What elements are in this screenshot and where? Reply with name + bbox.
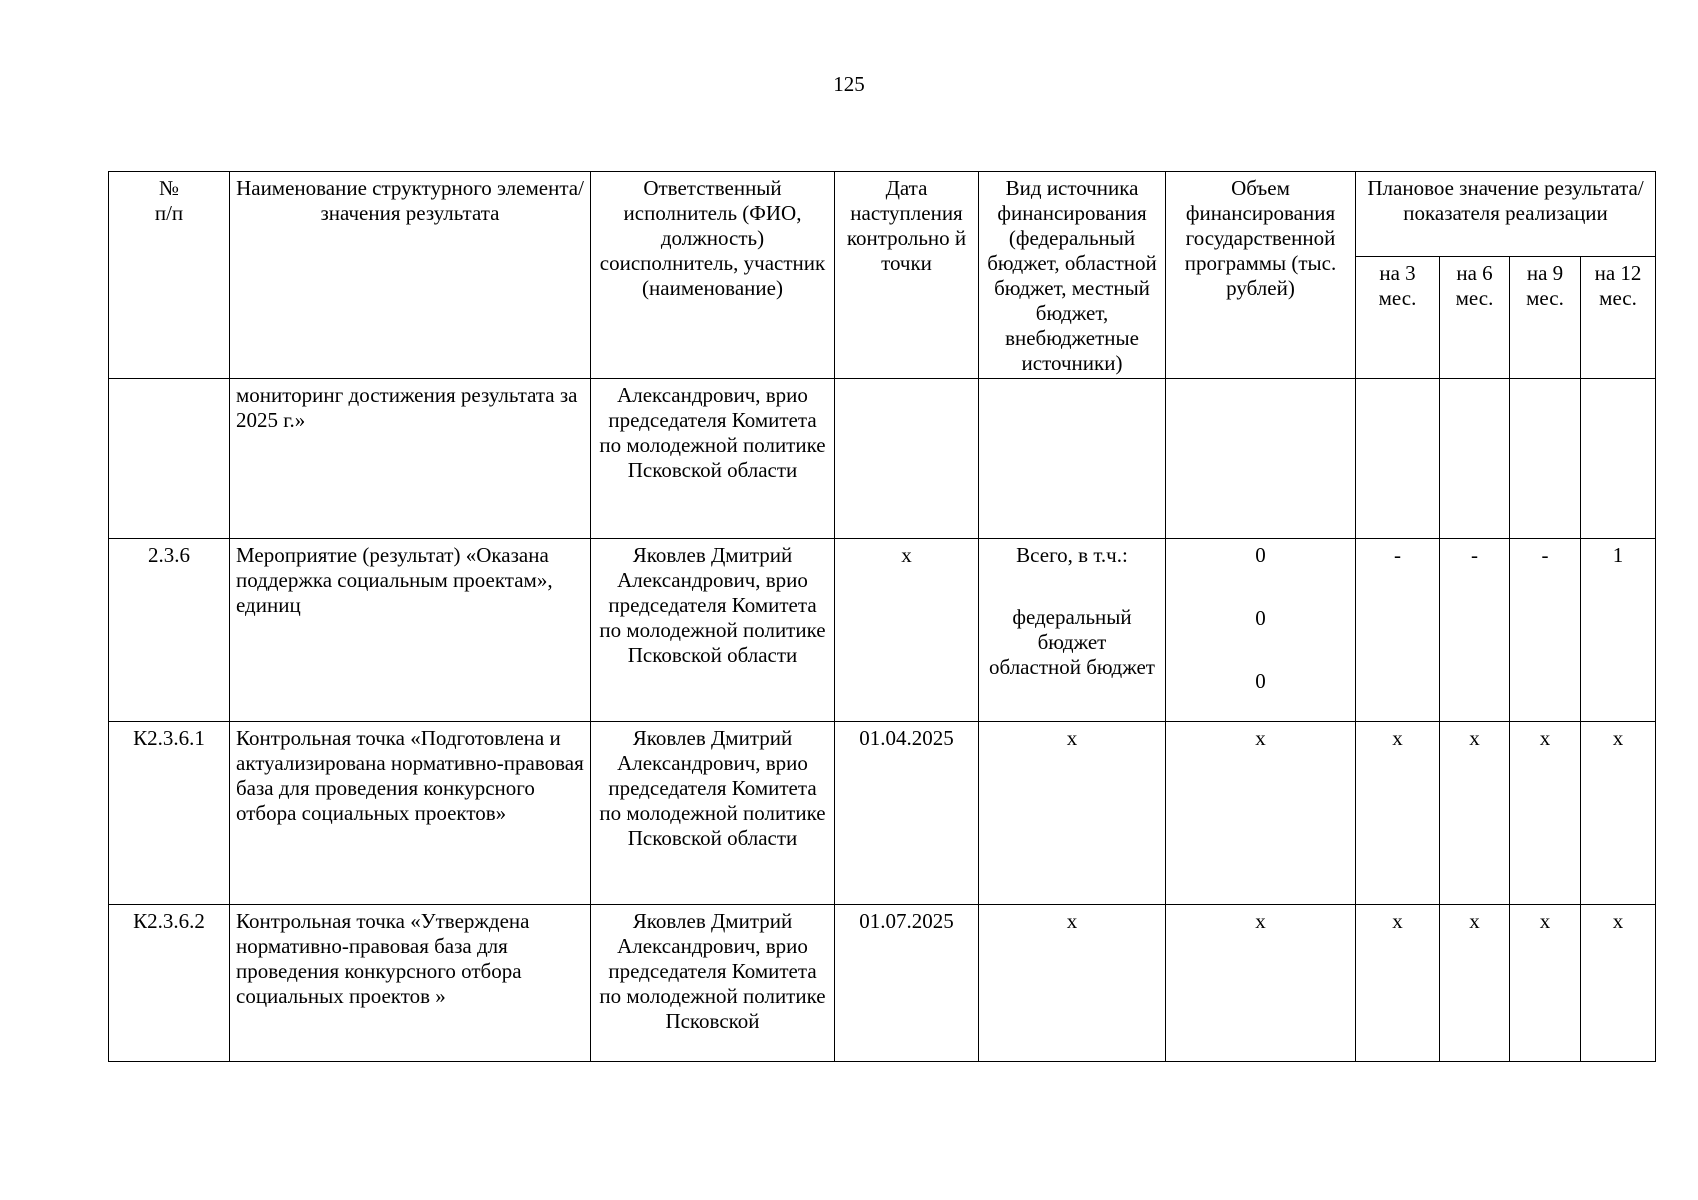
volume-gap [1172, 568, 1349, 606]
header-num: № п/п [109, 172, 230, 379]
row-num: 2.3.6 [109, 539, 230, 722]
row-m9: - [1510, 539, 1581, 722]
program-table [108, 171, 1656, 1062]
source-federal: федеральный бюджет [1012, 605, 1132, 654]
header-volume: Объем финансирования государственной программы (тыс. рублей) [1166, 172, 1356, 379]
volume-total: 0 [1255, 543, 1266, 567]
row-volume: х [1166, 722, 1356, 905]
row-m3: х [1356, 722, 1440, 905]
volume-gap [1172, 631, 1349, 669]
row-date: 01.04.2025 [835, 722, 979, 905]
row-m3: х [1356, 905, 1440, 1062]
table-row [109, 905, 1656, 1062]
source-total: Всего, в т.ч.: [1016, 543, 1128, 567]
row-m12: х [1581, 722, 1656, 905]
row-num: К2.3.6.1 [109, 722, 230, 905]
row-name: Контрольная точка «Утверждена нормативно-правовая база для проведения конкурсного отбора социальных проектов » [230, 905, 591, 1062]
row-m9: х [1510, 905, 1581, 1062]
row-m3 [1356, 379, 1440, 539]
row-source [979, 379, 1166, 539]
source-regional: областной бюджет [989, 655, 1155, 679]
table-row [109, 379, 1656, 539]
row-responsible: Яковлев Дмитрий Александрович, врио председателя Комитета по молодежной политике Псковской области [591, 539, 835, 722]
row-m6: х [1440, 905, 1510, 1062]
table-row [109, 539, 1656, 722]
row-responsible: Яковлев Дмитрий Александрович, врио председателя Комитета по молодежной политике Псковской области [591, 722, 835, 905]
row-name: Контрольная точка «Подготовлена и актуализирована нормативно-правовая база для проведения конкурсного отбора социальных проектов» [230, 722, 591, 905]
row-num [109, 379, 230, 539]
table-row [109, 722, 1656, 905]
row-m9 [1510, 379, 1581, 539]
header-m9: на 9 мес. [1510, 257, 1581, 379]
row-volume [1166, 379, 1356, 539]
volume-regional: 0 [1255, 669, 1266, 693]
volume-federal: 0 [1255, 606, 1266, 630]
row-date: 01.07.2025 [835, 905, 979, 1062]
row-date [835, 379, 979, 539]
row-m6: - [1440, 539, 1510, 722]
row-volume: х [1166, 905, 1356, 1062]
row-name: Мероприятие (результат) «Оказана поддержка социальным проектам», единиц [230, 539, 591, 722]
source-gap [985, 568, 1159, 605]
row-num: К2.3.6.2 [109, 905, 230, 1062]
row-name: мониторинг достижения результата за 2025 г.» [230, 379, 591, 539]
row-m12: 1 [1581, 539, 1656, 722]
header-m3: на 3 мес. [1356, 257, 1440, 379]
row-m3: - [1356, 539, 1440, 722]
header-m6: на 6 мес. [1440, 257, 1510, 379]
row-source: х [979, 905, 1166, 1062]
row-responsible: Александрович, врио председателя Комитета по молодежной политике Псковской области [591, 379, 835, 539]
header-source: Вид источника финансирования (федеральный бюджет, областной бюджет, местный бюджет, внебюджетные источники) [979, 172, 1166, 379]
row-m6 [1440, 379, 1510, 539]
header-m12: на 12 мес. [1581, 257, 1656, 379]
header-planned: Плановое значение результата/показателя реализации [1356, 172, 1656, 257]
row-m12: х [1581, 905, 1656, 1062]
row-responsible: Яковлев Дмитрий Александрович, врио председателя Комитета по молодежной политике Псковской [591, 905, 835, 1062]
table-header-row [109, 172, 1656, 257]
row-m9: х [1510, 722, 1581, 905]
row-source [979, 539, 1166, 722]
header-responsible: Ответственный исполнитель (ФИО, должность) соисполнитель, участник (наименование) [591, 172, 835, 379]
row-date: х [835, 539, 979, 722]
page-number: 125 [833, 72, 865, 96]
row-m6: х [1440, 722, 1510, 905]
header-date: Дата наступления контрольно й точки [835, 172, 979, 379]
row-volume [1166, 539, 1356, 722]
row-m12 [1581, 379, 1656, 539]
header-name: Наименование структурного элемента/ значения результата [230, 172, 591, 379]
row-source: х [979, 722, 1166, 905]
